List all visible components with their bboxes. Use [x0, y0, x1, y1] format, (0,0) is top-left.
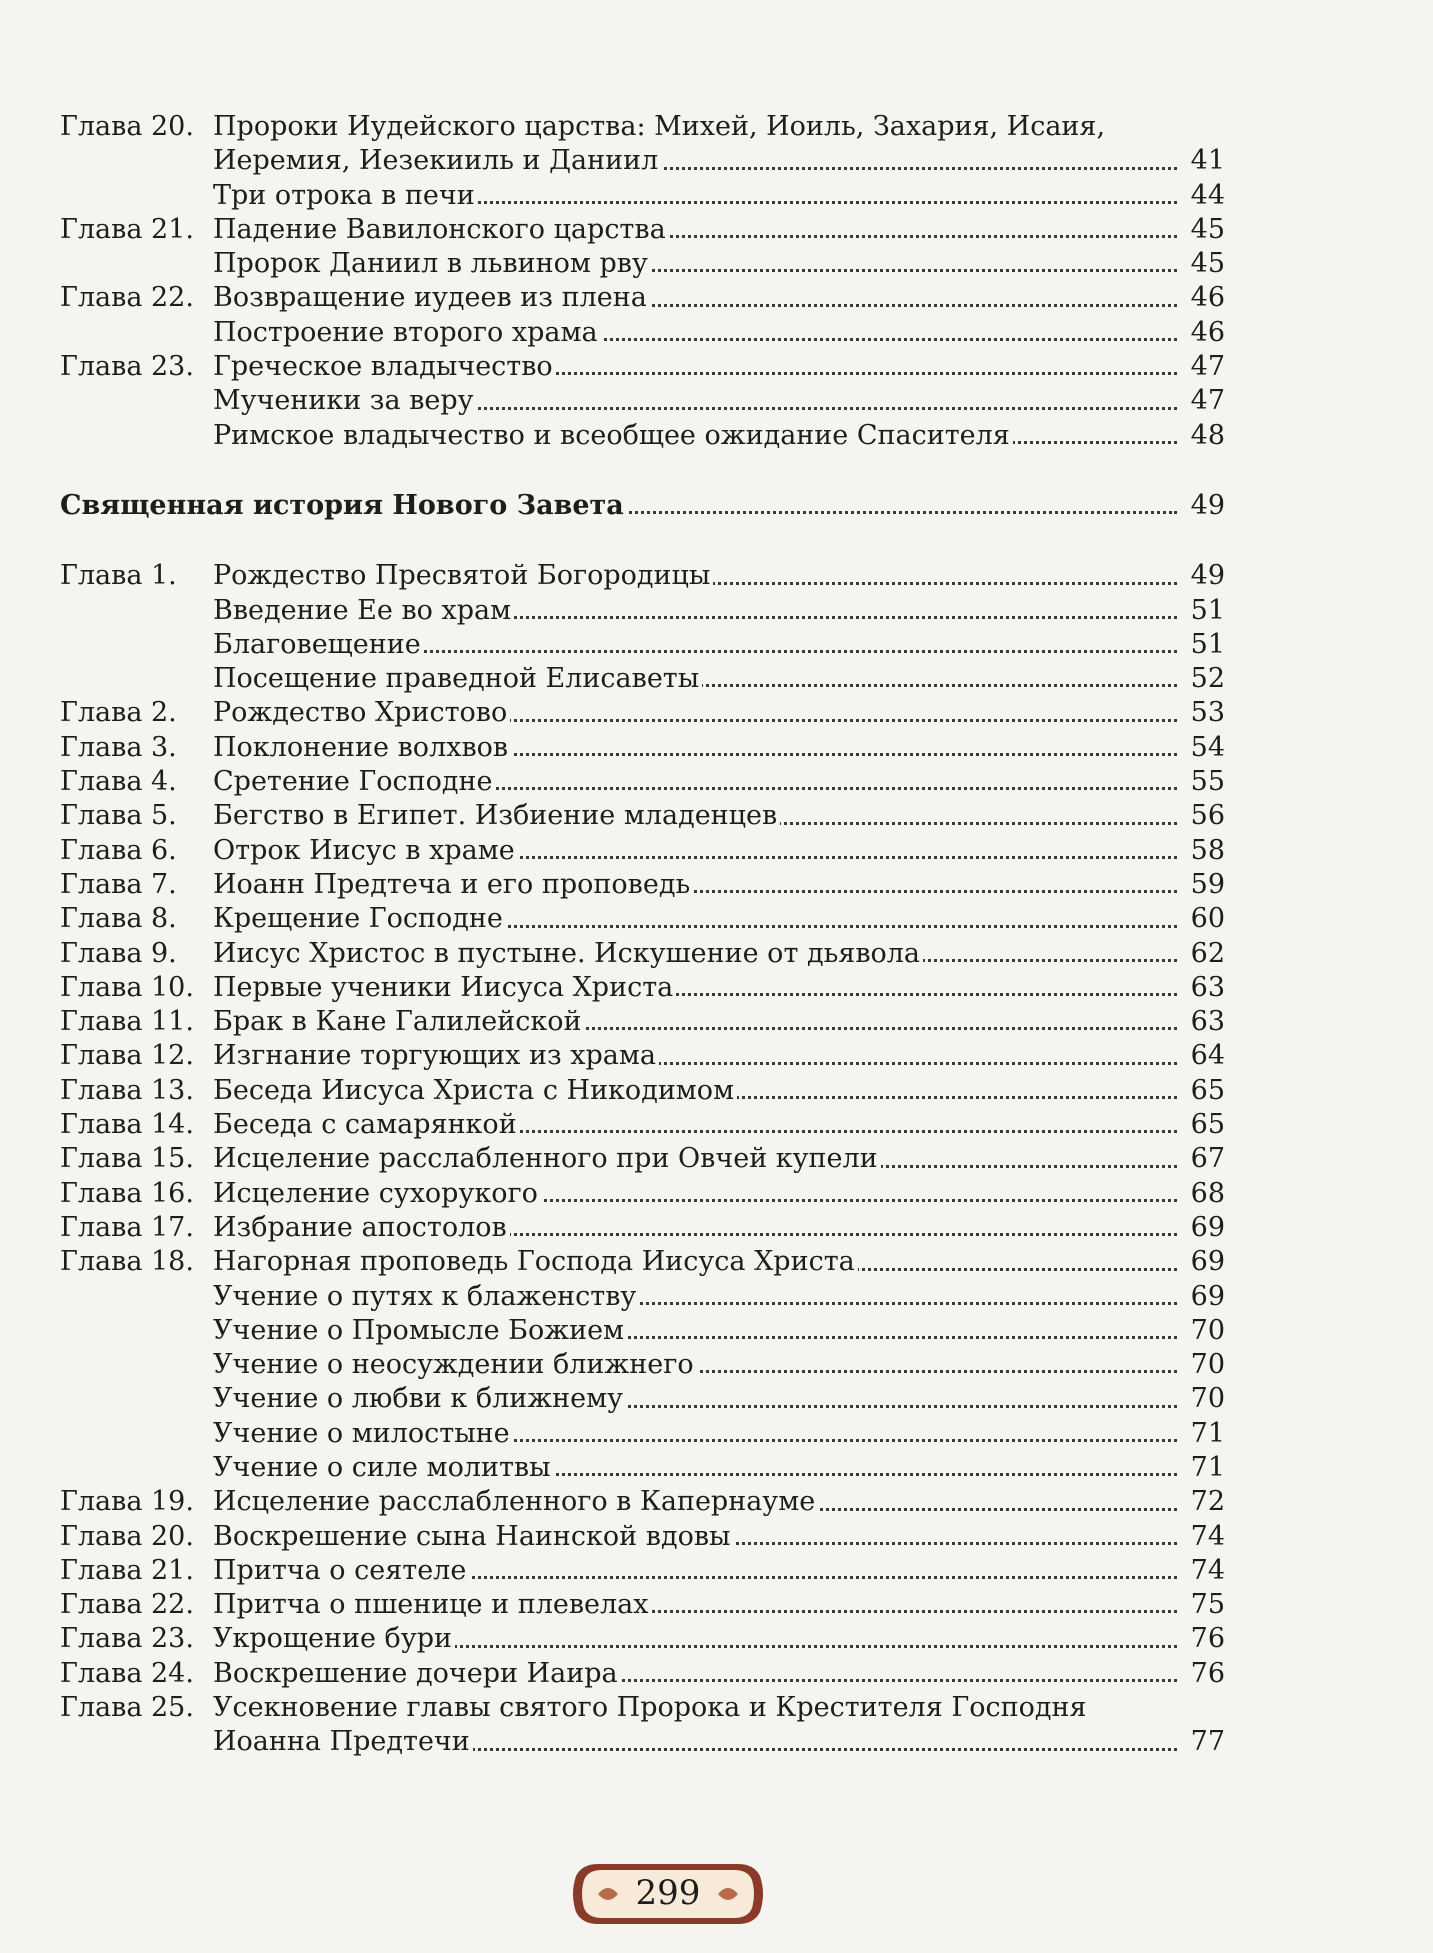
toc-entry[interactable]: [60, 731, 1225, 765]
toc-entry-title: Поклонение волхвов: [213, 731, 511, 765]
toc-page-number: 47: [1188, 350, 1225, 384]
toc-entry[interactable]: [60, 834, 1225, 868]
toc-page-number: 56: [1188, 799, 1225, 833]
toc-entry-title: Изгнание торгующих из храма: [213, 1039, 659, 1073]
toc-entry[interactable]: [60, 419, 1225, 453]
toc-entry[interactable]: [60, 1554, 1225, 1588]
toc-entry-title: Первые ученики Иисуса Христа: [213, 971, 676, 1005]
toc-entry[interactable]: [60, 594, 1225, 628]
toc-entry[interactable]: [60, 1348, 1225, 1382]
toc-entry[interactable]: [60, 765, 1225, 799]
toc-page-number: 77: [1188, 1725, 1225, 1759]
toc-entry-title: Возвращение иудеев из плена: [213, 281, 650, 315]
toc-chapter-label: Глава 17.: [60, 1211, 194, 1243]
toc-entry[interactable]: [60, 1177, 1225, 1211]
toc-page-number: 48: [1188, 419, 1225, 453]
toc-page-number: 69: [1188, 1280, 1225, 1314]
table-of-contents: [60, 110, 1225, 1760]
toc-page-number: 72: [1188, 1485, 1225, 1519]
toc-entry-title: Избрание апостолов: [213, 1211, 510, 1245]
toc-entry-title: Учение о путях к блаженству: [213, 1280, 639, 1314]
section-gap: [60, 523, 1225, 559]
toc-page-number: 70: [1188, 1348, 1225, 1382]
toc-page-number: 67: [1188, 1142, 1225, 1176]
toc-entry[interactable]: [60, 937, 1225, 971]
toc-entry[interactable]: [60, 1039, 1225, 1073]
toc-entry-title: Исцеление расслабленного в Капернауме: [213, 1485, 818, 1519]
toc-entry-title: Иеремия, Иезекииль и Даниил: [213, 144, 661, 178]
toc-entry[interactable]: [60, 1691, 1225, 1725]
toc-page-number: 46: [1188, 281, 1225, 315]
toc-page-number: 62: [1188, 937, 1225, 971]
toc-page-number: 64: [1188, 1039, 1225, 1073]
toc-entry[interactable]: [60, 1108, 1225, 1142]
toc-chapter-label: Глава 10.: [60, 971, 194, 1003]
toc-entry-title: Учение о любви к ближнему: [213, 1382, 626, 1416]
toc-page-number: 70: [1188, 1382, 1225, 1416]
toc-entry-title: Сретение Господне: [213, 765, 496, 799]
toc-entry[interactable]: [60, 868, 1225, 902]
toc-entry[interactable]: [60, 799, 1225, 833]
toc-entry-title: Падение Вавилонского царства: [213, 213, 669, 247]
toc-page-number: 75: [1188, 1588, 1225, 1622]
toc-page-number: 41: [1188, 144, 1225, 178]
toc-entry-title: Учение о Промысле Божием: [213, 1314, 627, 1348]
toc-page-number: 74: [1188, 1554, 1225, 1588]
toc-page-number: 54: [1188, 731, 1225, 765]
toc-chapter-label: Глава 23.: [60, 1623, 194, 1655]
section-gap: [60, 453, 1225, 489]
toc-entry-title: Притча о пшенице и плевелах: [213, 1588, 651, 1622]
toc-page-number: 69: [1188, 1245, 1225, 1279]
toc-entry-title: Рождество Христово: [213, 696, 510, 730]
toc-page-number: 45: [1188, 213, 1225, 247]
toc-chapter-label: Глава 12.: [60, 1040, 194, 1072]
toc-entry-title: Иоанн Предтеча и его проповедь: [213, 868, 693, 902]
toc-section-heading[interactable]: [60, 489, 1225, 523]
toc-page-number: 76: [1188, 1657, 1225, 1691]
toc-chapter-label: Глава 20.: [60, 1520, 194, 1552]
toc-page-number: 58: [1188, 834, 1225, 868]
toc-entry-title: Построение второго храма: [213, 316, 601, 350]
toc-entry[interactable]: [60, 144, 1225, 178]
toc-page-number: 65: [1188, 1108, 1225, 1142]
toc-entry[interactable]: [60, 1074, 1225, 1108]
toc-entry-title: Учение о неосуждении ближнего: [213, 1348, 697, 1382]
toc-chapter-label: Глава 7.: [60, 868, 177, 900]
toc-page-number: 63: [1188, 971, 1225, 1005]
toc-page-number: 71: [1188, 1451, 1225, 1485]
toc-entry-title: Посещение праведной Елисаветы: [213, 662, 702, 696]
page-number-badge: [568, 1860, 768, 1928]
toc-chapter-label: Глава 24.: [60, 1657, 194, 1689]
toc-entry[interactable]: [60, 1520, 1225, 1554]
toc-chapter-label: Глава 16.: [60, 1177, 194, 1209]
toc-entry[interactable]: [60, 213, 1225, 247]
toc-page-number: 76: [1188, 1622, 1225, 1656]
toc-entry-title: Рождество Пресвятой Богородицы: [213, 559, 713, 593]
toc-entry[interactable]: [60, 902, 1225, 936]
toc-entry[interactable]: [60, 971, 1225, 1005]
toc-entry-title: Брак в Кане Галилейской: [213, 1005, 585, 1039]
toc-page-number: 44: [1188, 179, 1225, 213]
toc-entry-title: Священная история Нового Завета: [60, 489, 627, 523]
toc-entry-title: Пророки Иудейского царства: Михей, Иоиль, Захария, Исаия,: [213, 110, 1108, 144]
toc-entry-title: Введение Ее во храм: [213, 594, 514, 628]
toc-chapter-label: Глава 22.: [60, 1589, 194, 1621]
toc-page-number: 46: [1188, 316, 1225, 350]
toc-entry[interactable]: [60, 662, 1225, 696]
toc-entry[interactable]: [60, 316, 1225, 350]
toc-chapter-label: Глава 5.: [60, 800, 177, 832]
toc-page-number: 45: [1188, 247, 1225, 281]
toc-entry[interactable]: [60, 559, 1225, 593]
toc-page-number: 68: [1188, 1177, 1225, 1211]
toc-entry[interactable]: [60, 1211, 1225, 1245]
toc-entry[interactable]: [60, 1382, 1225, 1416]
toc-entry-title: Отрок Иисус в храме: [213, 834, 518, 868]
toc-chapter-label: Глава 11.: [60, 1006, 194, 1038]
toc-entry[interactable]: [60, 1622, 1225, 1656]
toc-chapter-label: Глава 3.: [60, 731, 177, 763]
toc-page-number: 59: [1188, 868, 1225, 902]
toc-entry-title: Воскрешение дочери Иаира: [213, 1657, 621, 1691]
toc-page-number: 70: [1188, 1314, 1225, 1348]
toc-chapter-label: Глава 20.: [60, 111, 194, 142]
toc-entry[interactable]: [60, 281, 1225, 315]
toc-entry-title: Исцеление расслабленного при Овчей купели: [213, 1142, 881, 1176]
toc-chapter-label: Глава 9.: [60, 937, 177, 969]
toc-entry[interactable]: [60, 1725, 1225, 1759]
toc-entry[interactable]: [60, 384, 1225, 418]
toc-entry-title: Крещение Господне: [213, 902, 506, 936]
toc-entry[interactable]: [60, 1451, 1225, 1485]
toc-chapter-label: Глава 21.: [60, 1554, 194, 1586]
toc-entry-title: Иоанна Предтечи: [213, 1725, 473, 1759]
toc-chapter-label: Глава 13.: [60, 1074, 194, 1106]
toc-entry-title: Благовещение: [213, 628, 424, 662]
toc-chapter-label: Глава 18.: [60, 1246, 194, 1278]
toc-chapter-label: Глава 1.: [60, 560, 177, 592]
toc-entry-title: Исцеление сухорукого: [213, 1177, 541, 1211]
toc-chapter-label: Глава 25.: [60, 1692, 194, 1724]
toc-entry[interactable]: [60, 696, 1225, 730]
toc-page-number: 51: [1188, 628, 1225, 662]
toc-entry[interactable]: [60, 1142, 1225, 1176]
toc-entry[interactable]: [60, 247, 1225, 281]
toc-entry[interactable]: [60, 1005, 1225, 1039]
toc-entry-title: Пророк Даниил в львином рву: [213, 247, 651, 281]
toc-entry-title: Усекновение главы святого Пророка и Крестителя Господня: [213, 1691, 1089, 1725]
toc-page-number: 49: [1188, 559, 1225, 593]
toc-page-number: 69: [1188, 1211, 1225, 1245]
toc-entry-title: Беседа с самарянкой: [213, 1108, 520, 1142]
toc-entry-title: Воскрешение сына Наинской вдовы: [213, 1520, 734, 1554]
toc-entry-title: Беседа Иисуса Христа с Никодимом: [213, 1074, 737, 1108]
toc-entry-title: Иисус Христос в пустыне. Искушение от дьявола: [213, 937, 923, 971]
toc-entry[interactable]: [60, 179, 1225, 213]
toc-entry-title: Укрощение бури: [213, 1622, 455, 1656]
toc-entry-title: Три отрока в печи: [213, 179, 478, 213]
toc-chapter-label: Глава 8.: [60, 903, 177, 935]
toc-chapter-label: Глава 14.: [60, 1109, 194, 1141]
toc-entry-title: Мученики за веру: [213, 384, 477, 418]
toc-page-number: 74: [1188, 1520, 1225, 1554]
toc-entry[interactable]: [60, 1657, 1225, 1691]
toc-page-number: 51: [1188, 594, 1225, 628]
toc-entry[interactable]: [60, 1588, 1225, 1622]
toc-entry[interactable]: [60, 110, 1225, 144]
toc-page-number: 63: [1188, 1005, 1225, 1039]
toc-entry-title: Учение о милостыне: [213, 1417, 513, 1451]
toc-page-number: 65: [1188, 1074, 1225, 1108]
toc-entry[interactable]: [60, 628, 1225, 662]
page-number: 299: [635, 1873, 701, 1913]
toc-chapter-label: Глава 6.: [60, 834, 177, 866]
toc-page-number: 55: [1188, 765, 1225, 799]
toc-entry-title: Притча о сеятеле: [213, 1554, 469, 1588]
toc-chapter-label: Глава 4.: [60, 766, 177, 798]
toc-chapter-label: Глава 19.: [60, 1486, 194, 1518]
toc-page-number: 71: [1188, 1417, 1225, 1451]
toc-page-number: 52: [1188, 662, 1225, 696]
toc-entry-title: Нагорная проповедь Господа Иисуса Христа: [213, 1245, 858, 1279]
toc-entry-title: Учение о силе молитвы: [213, 1451, 554, 1485]
toc-entry[interactable]: [60, 1417, 1225, 1451]
toc-page-number: 47: [1188, 384, 1225, 418]
toc-entry-title: Римское владычество и всеобщее ожидание Спасителя: [213, 419, 1013, 453]
toc-chapter-label: Глава 15.: [60, 1143, 194, 1175]
toc-chapter-label: Глава 21.: [60, 213, 194, 245]
toc-entry[interactable]: [60, 1314, 1225, 1348]
toc-entry[interactable]: [60, 1485, 1225, 1519]
toc-entry[interactable]: [60, 1245, 1225, 1279]
toc-chapter-label: Глава 23.: [60, 351, 194, 383]
toc-chapter-label: Глава 22.: [60, 282, 194, 314]
toc-chapter-label: Глава 2.: [60, 697, 177, 729]
toc-page-number: 49: [1188, 489, 1225, 523]
toc-entry[interactable]: [60, 1280, 1225, 1314]
toc-entry-title: Греческое владычество: [213, 350, 556, 384]
toc-page-number: 60: [1188, 902, 1225, 936]
toc-page-number: 53: [1188, 696, 1225, 730]
toc-entry-title: Бегство в Египет. Избиение младенцев: [213, 799, 780, 833]
toc-entry[interactable]: [60, 350, 1225, 384]
